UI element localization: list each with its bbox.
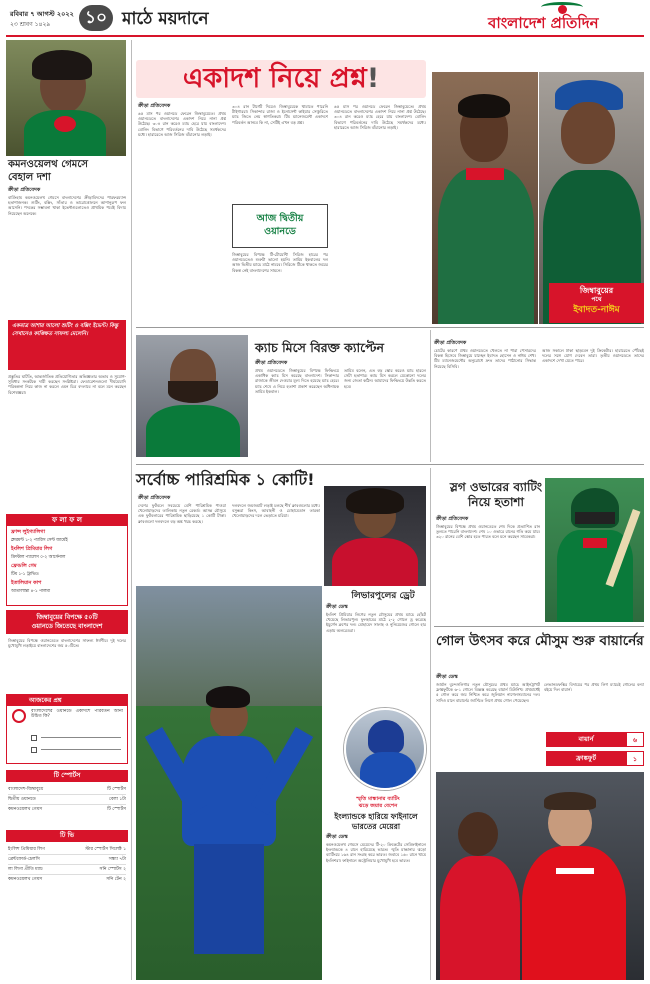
tv-row-channel: সন্ধ্যা ৭টা [108, 857, 126, 862]
score-team: ফ্রাঙ্কফুর্ট [575, 754, 597, 762]
batter-caption [330, 796, 426, 810]
issue-date: রবিবার ৭ আগস্ট ২০২২ [10, 10, 74, 18]
india-story-title-line1: ইংল্যান্ডকে হারিয়ে ফাইনালে [334, 812, 418, 821]
left-story-title [8, 158, 126, 184]
result-item-text: আতালান্তা ৪-১ পালমা [11, 589, 50, 594]
result-item [11, 529, 125, 544]
tamim-story-body-2: তামিম বলেন, এত বড় স্কোর করেও ম্যাচ হারলে সেটা হতাশার। ক্যাচ মিস করলে যেকোনো দলের জন্য জেতা কঠিন। আমাদের ফিল্ডিংয়ে উন্নতি করতে হবে। [344, 368, 426, 389]
liverpool-story-title: লিভারপুলের ড্রেট [351, 591, 415, 601]
salary-story-col-1: দেশের ফুটবলে সবচেয়ে বেশি পারিশ্রমিক পাওয়া খেলোয়াড়দের তালিকায় নতুন রেকর্ড। আসন্ন মৌসুমে এক ফুটবলারের পারিশ্রমিক ছাড়িয়েছে ১ কোটি টাকা। ক্লাবগুলো দলবদলে বড় অঙ্ক খরচ করছে। [138, 503, 226, 524]
tv-row [8, 855, 126, 865]
answer-option [31, 735, 37, 741]
liverpool-story-byline: ক্রীড়া ডেস্ক [326, 604, 348, 610]
tv-schedule-box-2 [6, 830, 128, 980]
zim-caption-line1: জিম্বাবুয়ের [579, 286, 614, 295]
question-icon [12, 709, 26, 723]
results-box [6, 514, 128, 606]
issue-date-bangla: ২৩ শ্রাবণ ১৪২৯ [10, 21, 51, 28]
bayern-story-byline: ক্রীড়া ডেস্ক [436, 674, 458, 680]
results-box-title: ফ লা ফ ল [51, 516, 82, 524]
lead-col-1: ৬৫ মাস পর ওয়ানডে ফেরেন জিম্বাবুয়েতে। প্রথম ওয়ানডেতে বাংলাদেশের একাদশ নিয়ে নানা প্রশ্ন উঠেছে। ৩০৪ রান করেও ম্যাচ হেরে যায় বাংলাদেশ। বোলিং বিভাগে পরিবর্তনের দাবি উঠেছে সমর্থকদের মধ্যে। হারারেতে আজ সিরিজ বাঁচানোর লড়াই। [138, 111, 226, 137]
india-story-title [326, 812, 426, 832]
bayern-story-body: জার্মান বুন্দেসলিগার নতুন মৌসুমের প্রথম ম্যাচে আইনট্রাখট ফ্রাঙ্কফুর্টকে ৬-১ গোলে বিধ্বস্ত করেছে বায়ার্ন মিউনিখ। প্রথমার্ধেই ৫ গোল করে জয় নিশ্চিত করে জুলিয়ান নাগেলসম্যানের দল। সাদিও মানে বায়ার্নের জার্সিতে লিগে প্রথম গোল পেয়েছেন। [436, 682, 540, 703]
results-list [11, 529, 125, 595]
slog-story-body: জিম্বাবুয়ের বিপক্ষে প্রথম ওয়ানডেতে শেষ দিকে প্রত্যাশিত রান তুলতে পারেনি বাংলাদেশ। শেষ ১০ ওভারে রানের গতি কমে যায়। ৩২০ রানের বেশি স্কোর হতে পারত বলে মনে করছেন সাবেকরা। [436, 524, 540, 540]
tv-schedule-box [6, 770, 128, 826]
india-story-byline: ক্রীড়া ডেস্ক [326, 834, 348, 840]
question-box [6, 694, 128, 764]
lead-subhead-box [232, 204, 328, 248]
india-story-title-line2: ভারতের মেয়েরা [351, 822, 401, 831]
left-story-body-2: প্রস্তুতির ঘাটতি, আন্তর্জাতিক প্রতিযোগিতার অভিজ্ঞতার অভাব ও সুযোগ-সুবিধার সংকটকে দায়ী করছেন সংশ্লিষ্টরা। ফেডারেশনগুলো দীর্ঘমেয়াদি পরিকল্পনা নিয়ে কাজ না করলে এমন চিত্র বদলাবে না বলে মনে করছেন বিশেষজ্ঞরা। [8, 374, 126, 395]
lead-headline [136, 60, 426, 98]
tv-row-match: দ্বিতীয় ওয়ানডে [8, 797, 36, 802]
left-story-quote-text: একমাত্র আশার আলো শুটিং ও বক্সিং ইভেন্ট। কিন্তু সেখানেও কাঙ্ক্ষিত সাফল্য মেলেনি। [12, 323, 119, 337]
tamim-story-byline: ক্রীড়া প্রতিবেদক [255, 360, 288, 366]
tv-row-match: বাংলাদেশ-জিম্বাবুয়ে [8, 787, 44, 792]
tv-row [8, 805, 126, 814]
result-item [11, 563, 125, 578]
lead-col-2-continued: জিম্বাবুয়ের বিপক্ষে টি-টোয়েন্টি সিরিজ হারের পর ওয়ানডেতেও শুরুটা ভালো হয়নি। তামিম ইকবালের দল আজ দ্বিতীয় ম্যাচে মাঠে নামবে। সিরিজে টিকে থাকতে জয়ের বিকল্প নেই বাংলাদেশের সামনে। [232, 252, 328, 273]
question-text: বাংলাদেশের ওয়ানডে একাদশে পরিবর্তন আনা উচিত কি? [31, 709, 123, 720]
zim-story-byline: ক্রীড়া প্রতিবেদক [434, 340, 467, 346]
bayern-story-title: গোল উৎসব করে মৌসুম শুরু বায়ার্নের [436, 633, 644, 649]
result-item-text: টিম ১-১ ট্রাভিও [11, 572, 39, 577]
player-photo-1 [432, 72, 538, 324]
tv-row-match: ব্রেন্টফোর্ড-চেলসি [8, 857, 40, 862]
lead-subhead-line1: আজ দ্বিতীয় [256, 213, 304, 224]
left-story-quote [8, 320, 126, 370]
tv-row-channel: বেলা ১টা [108, 797, 126, 802]
result-item [11, 546, 125, 561]
lead-subhead-line2: ওয়ানডে [264, 226, 296, 237]
tv-row [8, 795, 126, 805]
logo-text: বাংলাদেশ প্রতিদিন [488, 14, 599, 32]
result-item-text: ক্রিস্টাল প্যালেস ০-২ আর্সেনাল [11, 555, 66, 560]
tv-row-channel: টি স্পোর্টস [107, 787, 126, 792]
lead-headline-mark: ! [366, 63, 380, 94]
question-box-header [7, 695, 127, 706]
result-item-title: ইতালিয়ান কাপ [11, 580, 42, 586]
tv-row-channel: সনি টেন ২ [106, 877, 126, 882]
tv-schedule-2-rows [8, 845, 126, 884]
zim-caption-line3: ইবাদত-নাঈম [573, 305, 620, 315]
batter-photo [344, 708, 426, 790]
athlete-photo [6, 40, 126, 156]
salary-story-title: সর্বোচ্চ পারিশ্রমিক ১ কোটি! [136, 470, 315, 489]
tv-schedule-2-header [6, 830, 128, 842]
salary-story-byline: ক্রীড়া প্রতিবেদক [138, 495, 171, 501]
score-value: ৬ [626, 732, 644, 747]
result-item [11, 580, 125, 595]
tv-row-channel: স্টার স্পোর্টস সিলেক্ট ১ [85, 847, 126, 852]
tv-row-channel: সনি স্পোর্টস ২ [99, 867, 126, 872]
result-item-title: ফ্রেন্ডলি গেম [11, 563, 37, 569]
india-cricketer-photo [136, 586, 322, 980]
score-row [546, 732, 644, 747]
slog-story-byline: ক্রীড়া প্রতিবেদক [436, 516, 469, 522]
tv-schedule-2-title: টি ভি [60, 832, 74, 839]
tv-schedule-header [6, 770, 128, 782]
tamim-story-title: ক্যাচ মিসে বিরক্ত ক্যাপ্টেন [255, 340, 385, 355]
lead-byline: ক্রীড়া প্রতিবেদক [138, 103, 171, 109]
highlight-box-title-line2: ওয়ানডে জিতেছে বাংলাদেশ [31, 623, 103, 630]
tv-row [8, 865, 126, 875]
zim-story-body-2: আজ সকালে ঢাকা ছাড়বেন দুই ক্রিকেটার। হারারেতে পৌঁছেই দলের সঙ্গে যোগ দেবেন তারা। তৃতীয় ওয়ানডেতে তাদের একাদশে দেখা যেতে পারে। [542, 348, 644, 364]
india-story-body: কমনওয়েলথ গেমসে মেয়েদের টি-২০ ক্রিকেটের সেমিফাইনালে ইংল্যান্ডকে ৪ রানে হারিয়েছে ভারত। স্মৃতি মান্ধানার ঝড়ো ব্যাটিংয়ে ১৬৪ রান সংগ্রহ করে ভারত। জবাবে ১৬০ রানে থামে ইংলিশরা। ফাইনালে অস্ট্রেলিয়ার মুখোমুখি হবে ভারত। [326, 842, 426, 863]
slog-story-title-line2: নিয়ে হতাশা [467, 495, 525, 509]
question-box-title: আজকের প্রশ্ন [29, 697, 62, 704]
page-number-text: ১০ [84, 8, 108, 28]
slog-story-title-line1: স্লগ ওভারের ব্যাটিং [449, 480, 543, 494]
batsman-photo [545, 478, 644, 622]
salary-story-col-2: দলবদলে জমজমাট লড়াই চলছে শীর্ষ ক্লাবগুলোর মধ্যে। বসুন্ধরা কিংস, আবাহনী ও মোহামেডান তারকা খেলোয়াড়দের দলে ভেড়াতে মরিয়া। [232, 503, 320, 519]
left-story-title-line2: বেহাল দশা [8, 172, 51, 183]
result-item-text: ক্লারমন্ট ১-২ প্যারিস সেন্ট জার্মেই [11, 538, 68, 543]
batter-caption-line1: স্মৃতি মান্ধানার ব্যাটিং [356, 796, 400, 802]
masthead [0, 0, 650, 36]
slog-story-title [436, 480, 556, 510]
tamim-story-body: প্রথম ওয়ানডেতে জিম্বাবুয়ের বিপক্ষে ফিল্ডিংয়ে একাধিক ক্যাচ মিস করেছে বাংলাদেশ। সিকান্দার রাজাকে জীবন দেওয়ার মূল্য দিতে হয়েছে ম্যাচ হেরে। ম্যাচ শেষে এ নিয়ে হতাশা প্রকাশ করেছেন অধিনায়ক তামিম ইকবাল। [255, 368, 339, 394]
tv-row [8, 875, 126, 884]
score-team: বায়ার্ন [578, 735, 594, 743]
tv-row [8, 845, 126, 855]
zim-story-body: চোটের কারণে প্রথম ওয়ানডেতে খেলতে না পারা পেসারদের বিকল্প হিসেবে জিম্বাবুয়ে যাচ্ছেন ইবাদত হোসেন ও নাঈম শেখ। টিম ম্যানেজমেন্টের অনুরোধে দ্রুত তাদের পাঠানোর সিদ্ধান্ত নিয়েছে বিসিবি। [434, 348, 536, 369]
score-board [546, 732, 644, 768]
zim-caption [549, 283, 644, 323]
answer-option [31, 747, 37, 753]
tv-row [8, 785, 126, 795]
tv-schedule-rows [8, 785, 126, 814]
left-story-byline: ক্রীড়া প্রতিবেদক [8, 187, 41, 193]
highlight-box-body: জিম্বাবুয়ের বিপক্ষে ওয়ানডেতে বাংলাদেশের সাফল্য ঈর্ষণীয়। দুই দলের মুখোমুখি লড়াইয়ে বাংলাদেশের জয় ৫০টিতে। [8, 638, 126, 649]
lead-headline-text: একাদশ নিয়ে প্রশ্ন [182, 63, 367, 94]
left-story-title-line1: কমনওয়েলথ গেমসে [8, 159, 88, 170]
page-number [79, 5, 113, 31]
tv-row-match: লা লিগা প্রীতি ম্যাচ [8, 867, 43, 872]
result-item-title: ফ্রান্স লুইগ্যালিগা [11, 529, 46, 535]
highlight-box [6, 610, 128, 690]
bayern-story-body-2: লেভানডফস্কির বিদায়ের পর প্রথম লিগ ম্যাচেই গোলের বন্যা বইয়ে দিল বায়ার্ন। [544, 682, 644, 693]
captain-photo [136, 335, 248, 457]
tv-row-match: কমনওয়েলথ গেমস [8, 877, 43, 882]
score-value: ১ [626, 751, 644, 766]
masthead-logo [486, 2, 644, 32]
tv-schedule-title: টি স্পোর্টস [53, 772, 81, 779]
liverpool-story-body: ইংলিশ প্রিমিয়ার লিগের নতুন মৌসুমের প্রথম ম্যাচে হোঁচট খেয়েছে লিভারপুল। ফুলহামের মাঠে ২-২ গোলে ড্র করেছে ইয়ুর্গেন ক্লপের দল। মোহামেদ সালাহ ও নুনিয়েজের গোলে হার এড়ায় অলরেডরা। [326, 612, 426, 633]
highlight-box-header [6, 610, 128, 634]
batter-caption-line2: ঝড়ে জয়ার বেশেন [358, 803, 398, 809]
left-story-body: বার্মিংহাম কমনওয়েলথ গেমসে বাংলাদেশের ক্রীড়াবিদদের পারফরম্যান্স হতাশাজনক। শুটিং, বক্সিং, সাঁতার ও ভারোত্তোলনে আশানুরূপ ফল আসেনি। পদকের সম্ভাবনা থাকা ইভেন্টগুলোতেও প্রাথমিক পর্বেই বিদায় নিয়েছেন অনেকে। [8, 195, 126, 216]
score-row [546, 751, 644, 766]
tv-row-match: ইংলিশ প্রিমিয়ার লিগ [8, 847, 45, 852]
result-item-title: ইংলিশ প্রিমিয়ার লিগ [11, 546, 53, 552]
zim-caption-line2: পথে [591, 296, 602, 303]
tv-row-channel: টি স্পোর্টস [107, 807, 126, 812]
results-box-header [7, 515, 127, 526]
section-title: মাঠে ময়দানে [122, 9, 209, 29]
bayern-players-photo [436, 772, 644, 980]
tv-row-match: কমনওয়েলথ গেমস [8, 807, 43, 812]
lead-col-3: ৬৫ মাস পর ওয়ানডে ফেরেন জিম্বাবুয়েতে। প্রথম ওয়ানডেতে বাংলাদেশের একাদশ নিয়ে নানা প্রশ্ন উঠেছে। ৩০৪ রান করেও ম্যাচ হেরে যায় বাংলাদেশ। বোলিং বিভাগে পরিবর্তনের দাবি উঠেছে সমর্থকদের মধ্যে। হারারেতে আজ সিরিজ বাঁচানোর লড়াই। [334, 104, 426, 130]
lead-col-2: ৩০৪ রান টার্গেট দিয়েও জিম্বাবুয়েকে থামাতে পারেনি টাইগাররা। সিকান্দার রাজা ও ইনোসেন্ট কাইয়ার সেঞ্চুরিতে ম্যাচ জিতে নেয় স্বাগতিকরা। টিম ম্যানেজমেন্ট একাদশে পরিবর্তন আনবে কি না, সেটিই এখন বড় প্রশ্ন। [232, 104, 328, 125]
highlight-box-title-line1: জিম্বাবুয়ের বিপক্ষে ৫০টি [36, 614, 98, 621]
liverpool-player-photo [324, 486, 426, 586]
